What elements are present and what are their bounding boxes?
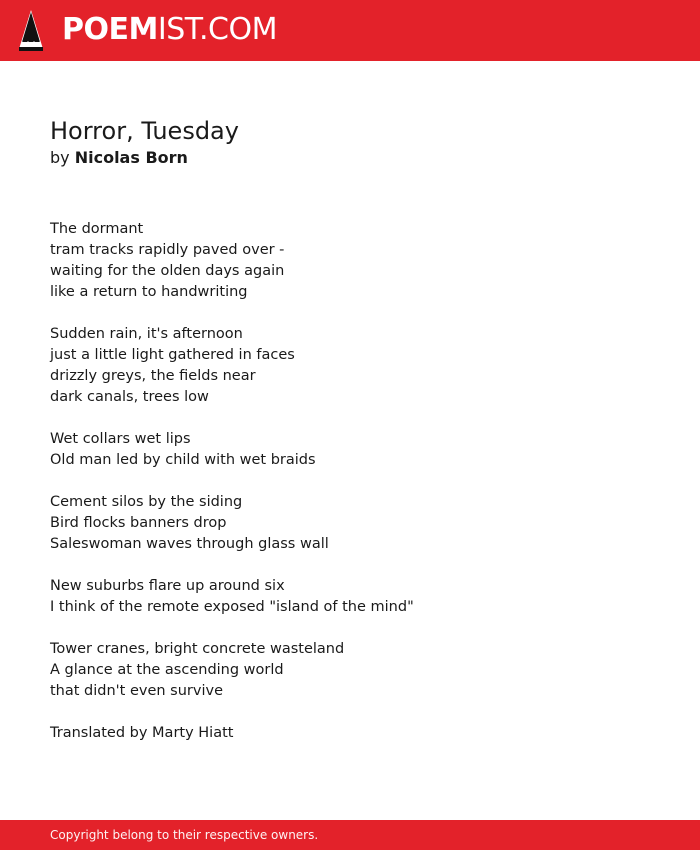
poem-line: A glance at the ascending world: [50, 662, 284, 678]
poem-line: waiting for the olden days again: [50, 263, 285, 279]
poem-line: The dormant: [50, 221, 144, 237]
footer: [0, 820, 700, 850]
stanza: [50, 639, 670, 702]
logo-light: IST.COM: [157, 12, 277, 47]
poem-body: [50, 219, 670, 744]
poem-line: just a little light gathered in faces: [50, 347, 295, 363]
poem-line: drizzly greys, the fields near: [50, 368, 256, 384]
poem-line: Bird flocks banners drop: [50, 515, 227, 531]
poem-line: Saleswoman waves through glass wall: [50, 536, 329, 552]
site-logo[interactable]: [62, 13, 277, 47]
poem-line: dark canals, trees low: [50, 389, 209, 405]
poem-line: Cement silos by the siding: [50, 494, 243, 510]
byline: [50, 148, 670, 168]
copyright-text: Copyright belong to their respective owners.: [50, 828, 319, 842]
poem-line: I think of the remote exposed "island of the mind": [50, 599, 414, 615]
poem-line: that didn't even survive: [50, 683, 224, 699]
stanza: [50, 492, 670, 555]
poem-title: Horror, Tuesday: [50, 117, 239, 145]
poem-line: Tower cranes, bright concrete wasteland: [50, 641, 345, 657]
poem-line: Wet collars wet lips: [50, 431, 191, 447]
pencil-logo-icon[interactable]: [19, 10, 43, 55]
author-name: Nicolas Born: [74, 148, 188, 167]
poem-line: Old man led by child with wet braids: [50, 452, 316, 468]
translator-credit: Translated by Marty Hiatt: [50, 725, 234, 741]
stanza: [50, 429, 670, 471]
stanza-list: [50, 219, 670, 702]
top-bar: [0, 0, 700, 61]
poem-line: Sudden rain, it's afternoon: [50, 326, 243, 342]
by-label: by: [50, 148, 70, 167]
stanza: [50, 219, 670, 303]
stanza: [50, 576, 670, 618]
stanza: [50, 324, 670, 408]
logo-strong: POEM: [62, 12, 158, 47]
poem-line: New suburbs flare up around six: [50, 578, 285, 594]
poem-line: like a return to handwriting: [50, 284, 248, 300]
poem-line: tram tracks rapidly paved over -: [50, 242, 285, 258]
poem-header: [50, 117, 670, 168]
